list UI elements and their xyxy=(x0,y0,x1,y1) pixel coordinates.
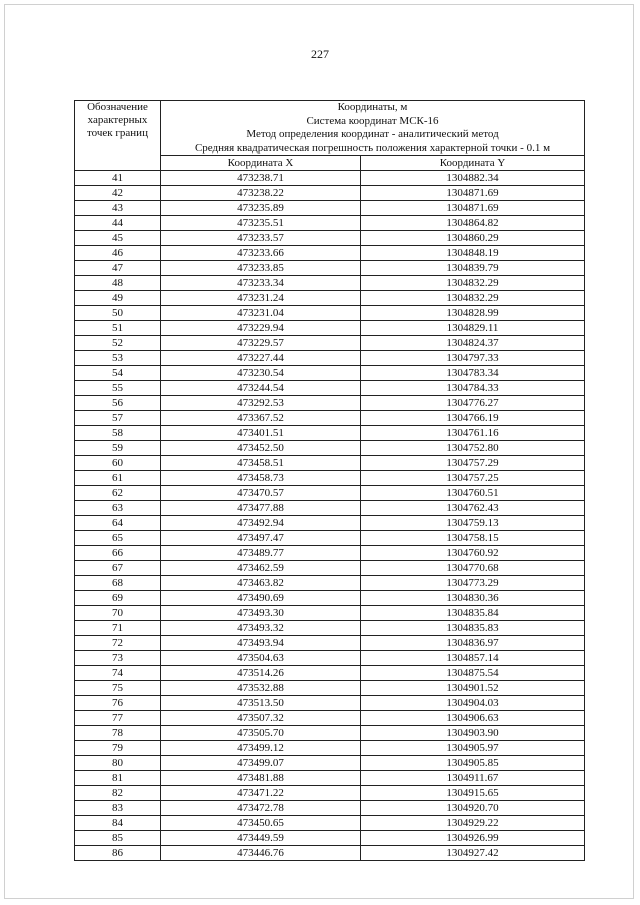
table-row xyxy=(75,846,585,861)
point-number: 48 xyxy=(75,276,161,291)
table-row xyxy=(75,426,585,441)
point-number: 64 xyxy=(75,516,161,531)
coordinate-x: 473493.30 xyxy=(161,606,361,621)
coordinate-y: 1304836.97 xyxy=(361,636,585,651)
point-number: 59 xyxy=(75,441,161,456)
coordinate-y: 1304835.83 xyxy=(361,621,585,636)
coordinate-y: 1304761.16 xyxy=(361,426,585,441)
coordinate-x: 473462.59 xyxy=(161,561,361,576)
table-row xyxy=(75,696,585,711)
table-row xyxy=(75,186,585,201)
coordinate-y: 1304759.13 xyxy=(361,516,585,531)
table-row xyxy=(75,621,585,636)
point-number: 45 xyxy=(75,231,161,246)
point-number: 68 xyxy=(75,576,161,591)
coordinate-x: 473499.07 xyxy=(161,756,361,771)
coordinate-y: 1304762.43 xyxy=(361,501,585,516)
table-row xyxy=(75,321,585,336)
table-row xyxy=(75,741,585,756)
point-number: 72 xyxy=(75,636,161,651)
column-header-x: Координата X xyxy=(161,156,361,171)
coordinate-x: 473472.78 xyxy=(161,801,361,816)
point-number: 41 xyxy=(75,171,161,186)
point-label-line-2: характерных xyxy=(87,114,148,126)
coordinate-x: 473489.77 xyxy=(161,546,361,561)
coordinate-x: 473504.63 xyxy=(161,651,361,666)
point-number: 66 xyxy=(75,546,161,561)
coordinate-y: 1304927.42 xyxy=(361,846,585,861)
point-number: 57 xyxy=(75,411,161,426)
coordinate-y: 1304760.92 xyxy=(361,546,585,561)
coordinate-x: 473452.50 xyxy=(161,441,361,456)
point-number: 83 xyxy=(75,801,161,816)
point-number: 80 xyxy=(75,756,161,771)
point-number: 56 xyxy=(75,396,161,411)
table-row xyxy=(75,681,585,696)
point-number: 42 xyxy=(75,186,161,201)
table-row xyxy=(75,291,585,306)
coordinate-x: 473490.69 xyxy=(161,591,361,606)
point-number: 77 xyxy=(75,711,161,726)
coordinate-y: 1304784.33 xyxy=(361,381,585,396)
coordinate-x: 473463.82 xyxy=(161,576,361,591)
coordinate-x: 473493.94 xyxy=(161,636,361,651)
coordinate-y: 1304766.19 xyxy=(361,411,585,426)
coords-title: Координаты, м xyxy=(337,101,408,113)
point-number: 70 xyxy=(75,606,161,621)
table-row xyxy=(75,441,585,456)
coordinate-x: 473235.89 xyxy=(161,201,361,216)
table-row xyxy=(75,396,585,411)
coordinate-y: 1304824.37 xyxy=(361,336,585,351)
coordinate-x: 473235.51 xyxy=(161,216,361,231)
coordinate-x: 473233.66 xyxy=(161,246,361,261)
coordinate-x: 473449.59 xyxy=(161,831,361,846)
table-row xyxy=(75,636,585,651)
coordinate-x: 473513.50 xyxy=(161,696,361,711)
coordinate-x: 473238.22 xyxy=(161,186,361,201)
table-row xyxy=(75,531,585,546)
coordinate-x: 473231.24 xyxy=(161,291,361,306)
point-label-line-3: точек границ xyxy=(87,127,148,139)
coordinate-y: 1304875.54 xyxy=(361,666,585,681)
coordinate-y: 1304906.63 xyxy=(361,711,585,726)
table-row xyxy=(75,366,585,381)
coord-accuracy: Средняя квадратическая погрешность положения характерной точки - 0.1 м xyxy=(194,141,551,154)
coordinate-y: 1304920.70 xyxy=(361,801,585,816)
table-row xyxy=(75,666,585,681)
table-row xyxy=(75,516,585,531)
coordinate-x: 473450.65 xyxy=(161,816,361,831)
point-number: 47 xyxy=(75,261,161,276)
coordinate-y: 1304904.03 xyxy=(361,696,585,711)
table-row xyxy=(75,726,585,741)
coordinate-x: 473505.70 xyxy=(161,726,361,741)
coordinate-x: 473229.94 xyxy=(161,321,361,336)
coordinate-x: 473233.34 xyxy=(161,276,361,291)
coordinate-y: 1304757.25 xyxy=(361,471,585,486)
table-row xyxy=(75,546,585,561)
point-number: 52 xyxy=(75,336,161,351)
point-number: 44 xyxy=(75,216,161,231)
coordinate-x: 473227.44 xyxy=(161,351,361,366)
table-row xyxy=(75,486,585,501)
table-row xyxy=(75,831,585,846)
table-row xyxy=(75,561,585,576)
coordinate-y: 1304758.15 xyxy=(361,531,585,546)
coordinate-x: 473244.54 xyxy=(161,381,361,396)
table-row xyxy=(75,216,585,231)
table-row xyxy=(75,201,585,216)
table-row xyxy=(75,651,585,666)
coordinates-header xyxy=(161,101,585,156)
coordinate-x: 473401.51 xyxy=(161,426,361,441)
table-row xyxy=(75,276,585,291)
table-row xyxy=(75,816,585,831)
point-number: 65 xyxy=(75,531,161,546)
coordinate-x: 473514.26 xyxy=(161,666,361,681)
point-number: 67 xyxy=(75,561,161,576)
point-number: 46 xyxy=(75,246,161,261)
table-row xyxy=(75,576,585,591)
coordinate-y: 1304752.80 xyxy=(361,441,585,456)
point-number: 58 xyxy=(75,426,161,441)
coordinate-y: 1304835.84 xyxy=(361,606,585,621)
coordinate-x: 473497.47 xyxy=(161,531,361,546)
coord-method: Метод определения координат - аналитический метод xyxy=(246,128,499,140)
table-row xyxy=(75,591,585,606)
point-number: 78 xyxy=(75,726,161,741)
table-row xyxy=(75,471,585,486)
coordinate-y: 1304882.34 xyxy=(361,171,585,186)
coordinate-y: 1304776.27 xyxy=(361,396,585,411)
point-number: 55 xyxy=(75,381,161,396)
coordinate-x: 473238.71 xyxy=(161,171,361,186)
coordinate-y: 1304929.22 xyxy=(361,816,585,831)
point-number: 60 xyxy=(75,456,161,471)
coordinate-y: 1304829.11 xyxy=(361,321,585,336)
coordinate-x: 473233.57 xyxy=(161,231,361,246)
coordinate-y: 1304828.99 xyxy=(361,306,585,321)
coordinate-x: 473458.73 xyxy=(161,471,361,486)
point-number: 76 xyxy=(75,696,161,711)
point-designation-header xyxy=(75,101,161,171)
point-number: 75 xyxy=(75,681,161,696)
coordinate-y: 1304760.51 xyxy=(361,486,585,501)
page-number: 227 xyxy=(311,47,329,61)
point-number: 84 xyxy=(75,816,161,831)
coordinate-y: 1304905.85 xyxy=(361,756,585,771)
table-row xyxy=(75,246,585,261)
table-row xyxy=(75,771,585,786)
coordinate-y: 1304911.67 xyxy=(361,771,585,786)
table-row xyxy=(75,786,585,801)
column-header-y: Координата Y xyxy=(361,156,585,171)
point-label-line-1: Обозначение xyxy=(87,101,148,113)
coordinates-table xyxy=(74,100,585,861)
point-number: 50 xyxy=(75,306,161,321)
coordinate-y: 1304839.79 xyxy=(361,261,585,276)
point-number: 43 xyxy=(75,201,161,216)
point-number: 81 xyxy=(75,771,161,786)
coordinate-x: 473499.12 xyxy=(161,741,361,756)
coordinate-x: 473492.94 xyxy=(161,516,361,531)
table-row xyxy=(75,501,585,516)
coordinate-x: 473532.88 xyxy=(161,681,361,696)
point-number: 79 xyxy=(75,741,161,756)
point-number: 86 xyxy=(75,846,161,861)
coordinate-y: 1304915.65 xyxy=(361,786,585,801)
point-number: 51 xyxy=(75,321,161,336)
coordinate-y: 1304757.29 xyxy=(361,456,585,471)
coordinate-x: 473507.32 xyxy=(161,711,361,726)
coordinate-x: 473446.76 xyxy=(161,846,361,861)
table-row xyxy=(75,336,585,351)
coordinate-x: 473230.54 xyxy=(161,366,361,381)
coordinate-y: 1304860.29 xyxy=(361,231,585,246)
table-row xyxy=(75,261,585,276)
table-row xyxy=(75,381,585,396)
coordinate-y: 1304901.52 xyxy=(361,681,585,696)
point-number: 53 xyxy=(75,351,161,366)
table-row xyxy=(75,801,585,816)
coordinate-y: 1304857.14 xyxy=(361,651,585,666)
point-number: 85 xyxy=(75,831,161,846)
point-number: 82 xyxy=(75,786,161,801)
table-row xyxy=(75,756,585,771)
coordinate-x: 473470.57 xyxy=(161,486,361,501)
coord-system: Система координат МСК-16 xyxy=(306,114,439,127)
point-number: 62 xyxy=(75,486,161,501)
coordinate-x: 473458.51 xyxy=(161,456,361,471)
coordinate-y: 1304848.19 xyxy=(361,246,585,261)
point-number: 73 xyxy=(75,651,161,666)
coordinate-x: 473231.04 xyxy=(161,306,361,321)
coordinate-x: 473477.88 xyxy=(161,501,361,516)
coordinate-y: 1304905.97 xyxy=(361,741,585,756)
coordinate-y: 1304871.69 xyxy=(361,186,585,201)
point-number: 71 xyxy=(75,621,161,636)
table-row xyxy=(75,606,585,621)
coordinate-y: 1304864.82 xyxy=(361,216,585,231)
point-number: 61 xyxy=(75,471,161,486)
coordinates-body xyxy=(75,171,585,861)
point-number: 63 xyxy=(75,501,161,516)
table-row xyxy=(75,456,585,471)
coordinate-y: 1304871.69 xyxy=(361,201,585,216)
coordinate-y: 1304783.34 xyxy=(361,366,585,381)
point-number: 49 xyxy=(75,291,161,306)
table-row xyxy=(75,231,585,246)
coordinate-y: 1304832.29 xyxy=(361,276,585,291)
table-row xyxy=(75,351,585,366)
coordinate-x: 473292.53 xyxy=(161,396,361,411)
coordinate-y: 1304830.36 xyxy=(361,591,585,606)
coordinate-x: 473493.32 xyxy=(161,621,361,636)
coordinate-x: 473481.88 xyxy=(161,771,361,786)
coordinate-x: 473229.57 xyxy=(161,336,361,351)
coordinate-y: 1304797.33 xyxy=(361,351,585,366)
coordinate-y: 1304832.29 xyxy=(361,291,585,306)
table-row xyxy=(75,711,585,726)
coordinate-x: 473471.22 xyxy=(161,786,361,801)
coordinate-y: 1304926.99 xyxy=(361,831,585,846)
point-number: 54 xyxy=(75,366,161,381)
table-row xyxy=(75,171,585,186)
point-number: 69 xyxy=(75,591,161,606)
table-row xyxy=(75,411,585,426)
coordinate-x: 473233.85 xyxy=(161,261,361,276)
coordinate-y: 1304773.29 xyxy=(361,576,585,591)
table-row xyxy=(75,306,585,321)
coordinate-y: 1304903.90 xyxy=(361,726,585,741)
point-number: 74 xyxy=(75,666,161,681)
coordinate-x: 473367.52 xyxy=(161,411,361,426)
coordinate-y: 1304770.68 xyxy=(361,561,585,576)
